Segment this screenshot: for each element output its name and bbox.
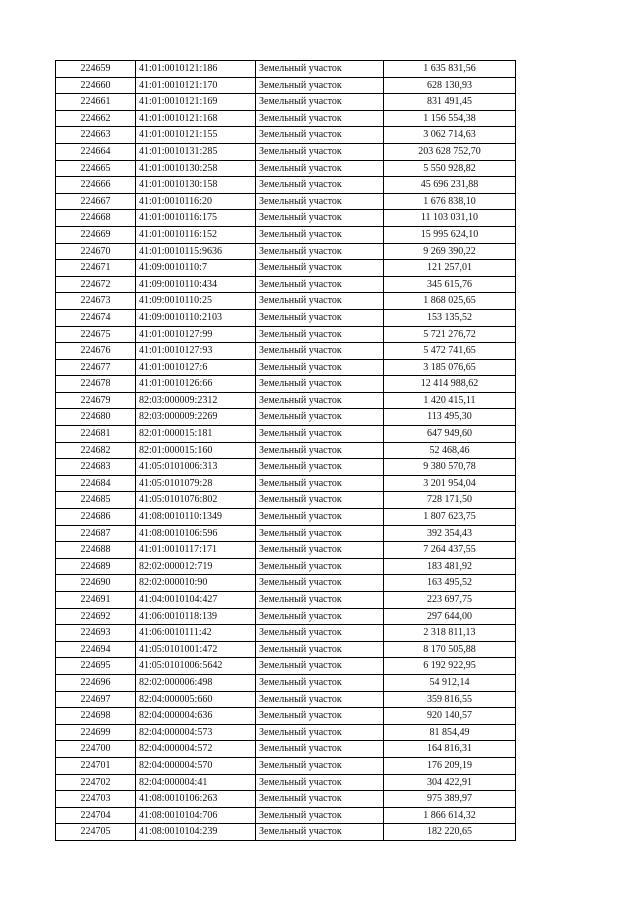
cadastral-value-cell: 1 807 623,75 xyxy=(384,509,516,526)
cadastral-number-cell: 41:01:0010121:186 xyxy=(136,61,256,78)
cadastral-number-cell: 82:04:000004:572 xyxy=(136,741,256,758)
cadastral-value-cell: 153 135,52 xyxy=(384,309,516,326)
cadastral-value-cell: 182 220,65 xyxy=(384,824,516,841)
table-row xyxy=(56,824,516,841)
cadastral-value-cell: 164 816,31 xyxy=(384,741,516,758)
row-number-cell: 224683 xyxy=(56,459,136,476)
table-row xyxy=(56,77,516,94)
cadastral-number-cell: 41:08:0010106:263 xyxy=(136,791,256,808)
table-row xyxy=(56,309,516,326)
cadastral-value-cell: 345 615,76 xyxy=(384,276,516,293)
table-row xyxy=(56,160,516,177)
cadastral-value-cell: 8 170 505,88 xyxy=(384,641,516,658)
cadastral-number-cell: 41:01:0010116:175 xyxy=(136,210,256,227)
row-number-cell: 224663 xyxy=(56,127,136,144)
table-row xyxy=(56,392,516,409)
cadastral-number-cell: 41:05:0101001:472 xyxy=(136,641,256,658)
row-number-cell: 224669 xyxy=(56,226,136,243)
table-row xyxy=(56,525,516,542)
table-row xyxy=(56,177,516,194)
cadastral-number-cell: 41:08:0010110:1349 xyxy=(136,509,256,526)
cadastral-number-cell: 41:05:0101079:28 xyxy=(136,475,256,492)
table-row xyxy=(56,791,516,808)
object-type-cell: Земельный участок xyxy=(256,94,384,111)
table-row xyxy=(56,475,516,492)
cadastral-value-cell: 1 866 614,32 xyxy=(384,807,516,824)
table-row xyxy=(56,807,516,824)
row-number-cell: 224689 xyxy=(56,558,136,575)
cadastral-value-cell: 6 192 922,95 xyxy=(384,658,516,675)
row-number-cell: 224674 xyxy=(56,309,136,326)
table-row xyxy=(56,575,516,592)
row-number-cell: 224675 xyxy=(56,326,136,343)
object-type-cell: Земельный участок xyxy=(256,592,384,609)
cadastral-number-cell: 41:01:0010121:170 xyxy=(136,77,256,94)
row-number-cell: 224681 xyxy=(56,426,136,443)
cadastral-number-cell: 41:09:0010110:7 xyxy=(136,260,256,277)
cadastral-number-cell: 41:09:0010110:25 xyxy=(136,293,256,310)
object-type-cell: Земельный участок xyxy=(256,542,384,559)
table-row xyxy=(56,243,516,260)
row-number-cell: 224690 xyxy=(56,575,136,592)
row-number-cell: 224695 xyxy=(56,658,136,675)
row-number-cell: 224659 xyxy=(56,61,136,78)
table-row xyxy=(56,193,516,210)
row-number-cell: 224662 xyxy=(56,110,136,127)
table-row xyxy=(56,492,516,509)
cadastral-value-table xyxy=(55,60,516,841)
cadastral-number-cell: 41:01:0010121:169 xyxy=(136,94,256,111)
cadastral-value-cell: 52 468,46 xyxy=(384,442,516,459)
object-type-cell: Земельный участок xyxy=(256,143,384,160)
cadastral-number-cell: 41:06:0010118:139 xyxy=(136,608,256,625)
object-type-cell: Земельный участок xyxy=(256,674,384,691)
row-number-cell: 224676 xyxy=(56,343,136,360)
table-row xyxy=(56,110,516,127)
object-type-cell: Земельный участок xyxy=(256,708,384,725)
cadastral-number-cell: 82:03:000009:2269 xyxy=(136,409,256,426)
cadastral-number-cell: 41:01:0010126:66 xyxy=(136,376,256,393)
cadastral-number-cell: 41:08:0010104:706 xyxy=(136,807,256,824)
cadastral-number-cell: 82:04:000005:660 xyxy=(136,691,256,708)
cadastral-value-cell: 113 495,30 xyxy=(384,409,516,426)
table-row xyxy=(56,127,516,144)
cadastral-number-cell: 82:01:000015:160 xyxy=(136,442,256,459)
object-type-cell: Земельный участок xyxy=(256,625,384,642)
cadastral-number-cell: 41:05:0101006:5642 xyxy=(136,658,256,675)
object-type-cell: Земельный участок xyxy=(256,608,384,625)
cadastral-value-cell: 647 949,60 xyxy=(384,426,516,443)
cadastral-value-cell: 163 495,52 xyxy=(384,575,516,592)
object-type-cell: Земельный участок xyxy=(256,442,384,459)
row-number-cell: 224693 xyxy=(56,625,136,642)
object-type-cell: Земельный участок xyxy=(256,110,384,127)
row-number-cell: 224665 xyxy=(56,160,136,177)
row-number-cell: 224677 xyxy=(56,359,136,376)
row-number-cell: 224692 xyxy=(56,608,136,625)
object-type-cell: Земельный участок xyxy=(256,475,384,492)
object-type-cell: Земельный участок xyxy=(256,741,384,758)
row-number-cell: 224670 xyxy=(56,243,136,260)
cadastral-number-cell: 41:01:0010121:155 xyxy=(136,127,256,144)
cadastral-value-cell: 15 995 624,10 xyxy=(384,226,516,243)
cadastral-number-cell: 82:02:000012:719 xyxy=(136,558,256,575)
table-row xyxy=(56,260,516,277)
cadastral-value-cell: 831 491,45 xyxy=(384,94,516,111)
cadastral-value-cell: 2 318 811,13 xyxy=(384,625,516,642)
row-number-cell: 224671 xyxy=(56,260,136,277)
row-number-cell: 224704 xyxy=(56,807,136,824)
table-row xyxy=(56,708,516,725)
object-type-cell: Земельный участок xyxy=(256,359,384,376)
cadastral-number-cell: 82:04:000004:570 xyxy=(136,757,256,774)
object-type-cell: Земельный участок xyxy=(256,774,384,791)
cadastral-value-cell: 203 628 752,70 xyxy=(384,143,516,160)
row-number-cell: 224687 xyxy=(56,525,136,542)
cadastral-value-cell: 11 103 031,10 xyxy=(384,210,516,227)
cadastral-value-cell: 81 854,49 xyxy=(384,724,516,741)
row-number-cell: 224686 xyxy=(56,509,136,526)
table-row xyxy=(56,558,516,575)
object-type-cell: Земельный участок xyxy=(256,160,384,177)
table-row xyxy=(56,61,516,78)
cadastral-number-cell: 41:01:0010117:171 xyxy=(136,542,256,559)
row-number-cell: 224688 xyxy=(56,542,136,559)
table-row xyxy=(56,293,516,310)
table-row xyxy=(56,376,516,393)
cadastral-number-cell: 41:01:0010115:9636 xyxy=(136,243,256,260)
table-row xyxy=(56,210,516,227)
table-row xyxy=(56,226,516,243)
object-type-cell: Земельный участок xyxy=(256,376,384,393)
table-row xyxy=(56,542,516,559)
table-row xyxy=(56,608,516,625)
cadastral-value-cell: 1 420 415,11 xyxy=(384,392,516,409)
row-number-cell: 224661 xyxy=(56,94,136,111)
object-type-cell: Земельный участок xyxy=(256,658,384,675)
cadastral-number-cell: 82:01:000015:181 xyxy=(136,426,256,443)
cadastral-value-cell: 9 380 570,78 xyxy=(384,459,516,476)
cadastral-value-cell: 392 354,43 xyxy=(384,525,516,542)
row-number-cell: 224699 xyxy=(56,724,136,741)
object-type-cell: Земельный участок xyxy=(256,791,384,808)
row-number-cell: 224679 xyxy=(56,392,136,409)
object-type-cell: Земельный участок xyxy=(256,641,384,658)
object-type-cell: Земельный участок xyxy=(256,326,384,343)
cadastral-number-cell: 41:01:0010127:93 xyxy=(136,343,256,360)
object-type-cell: Земельный участок xyxy=(256,260,384,277)
cadastral-value-cell: 920 140,57 xyxy=(384,708,516,725)
row-number-cell: 224684 xyxy=(56,475,136,492)
cadastral-value-cell: 628 130,93 xyxy=(384,77,516,94)
cadastral-number-cell: 41:05:0101006:313 xyxy=(136,459,256,476)
table-row xyxy=(56,674,516,691)
cadastral-number-cell: 41:01:0010116:20 xyxy=(136,193,256,210)
cadastral-value-cell: 176 209,19 xyxy=(384,757,516,774)
table-row xyxy=(56,641,516,658)
cadastral-value-cell: 359 816,55 xyxy=(384,691,516,708)
cadastral-value-cell: 223 697,75 xyxy=(384,592,516,609)
row-number-cell: 224701 xyxy=(56,757,136,774)
cadastral-number-cell: 41:04:0010104:427 xyxy=(136,592,256,609)
row-number-cell: 224667 xyxy=(56,193,136,210)
cadastral-number-cell: 41:01:0010130:258 xyxy=(136,160,256,177)
table-row xyxy=(56,625,516,642)
row-number-cell: 224697 xyxy=(56,691,136,708)
object-type-cell: Земельный участок xyxy=(256,757,384,774)
table-row xyxy=(56,94,516,111)
table-row xyxy=(56,741,516,758)
object-type-cell: Земельный участок xyxy=(256,575,384,592)
object-type-cell: Земельный участок xyxy=(256,226,384,243)
cadastral-number-cell: 82:04:000004:41 xyxy=(136,774,256,791)
row-number-cell: 224664 xyxy=(56,143,136,160)
cadastral-number-cell: 41:01:0010127:6 xyxy=(136,359,256,376)
object-type-cell: Земельный участок xyxy=(256,558,384,575)
cadastral-number-cell: 41:05:0101076:802 xyxy=(136,492,256,509)
row-number-cell: 224660 xyxy=(56,77,136,94)
table-row xyxy=(56,359,516,376)
row-number-cell: 224703 xyxy=(56,791,136,808)
table-row xyxy=(56,509,516,526)
object-type-cell: Земельный участок xyxy=(256,276,384,293)
cadastral-value-cell: 5 550 928,82 xyxy=(384,160,516,177)
cadastral-value-cell: 1 635 831,56 xyxy=(384,61,516,78)
cadastral-number-cell: 82:04:000004:636 xyxy=(136,708,256,725)
cadastral-value-cell: 5 721 276,72 xyxy=(384,326,516,343)
cadastral-value-cell: 297 644,00 xyxy=(384,608,516,625)
row-number-cell: 224694 xyxy=(56,641,136,658)
object-type-cell: Земельный участок xyxy=(256,210,384,227)
cadastral-number-cell: 82:02:000010:90 xyxy=(136,575,256,592)
cadastral-value-cell: 1 156 554,38 xyxy=(384,110,516,127)
row-number-cell: 224700 xyxy=(56,741,136,758)
cadastral-number-cell: 41:08:0010106:596 xyxy=(136,525,256,542)
table-row xyxy=(56,442,516,459)
table-row xyxy=(56,459,516,476)
cadastral-number-cell: 41:08:0010104:239 xyxy=(136,824,256,841)
cadastral-value-cell: 45 696 231,88 xyxy=(384,177,516,194)
cadastral-number-cell: 82:04:000004:573 xyxy=(136,724,256,741)
row-number-cell: 224682 xyxy=(56,442,136,459)
object-type-cell: Земельный участок xyxy=(256,343,384,360)
object-type-cell: Земельный участок xyxy=(256,824,384,841)
row-number-cell: 224680 xyxy=(56,409,136,426)
cadastral-value-cell: 54 912,14 xyxy=(384,674,516,691)
cadastral-number-cell: 82:02:000006:498 xyxy=(136,674,256,691)
table-body xyxy=(56,61,516,841)
table-row xyxy=(56,724,516,741)
cadastral-value-cell: 975 389,97 xyxy=(384,791,516,808)
table-row xyxy=(56,409,516,426)
cadastral-value-cell: 12 414 988,62 xyxy=(384,376,516,393)
table-row xyxy=(56,774,516,791)
table-row xyxy=(56,426,516,443)
cadastral-value-cell: 121 257,01 xyxy=(384,260,516,277)
row-number-cell: 224672 xyxy=(56,276,136,293)
row-number-cell: 224666 xyxy=(56,177,136,194)
table-row xyxy=(56,658,516,675)
row-number-cell: 224696 xyxy=(56,674,136,691)
object-type-cell: Земельный участок xyxy=(256,293,384,310)
object-type-cell: Земельный участок xyxy=(256,193,384,210)
object-type-cell: Земельный участок xyxy=(256,459,384,476)
cadastral-value-cell: 304 422,91 xyxy=(384,774,516,791)
cadastral-value-cell: 7 264 437,55 xyxy=(384,542,516,559)
row-number-cell: 224678 xyxy=(56,376,136,393)
cadastral-number-cell: 41:06:0010111:42 xyxy=(136,625,256,642)
cadastral-number-cell: 41:09:0010110:2103 xyxy=(136,309,256,326)
cadastral-value-cell: 183 481,92 xyxy=(384,558,516,575)
table-row xyxy=(56,592,516,609)
cadastral-value-cell: 9 269 390,22 xyxy=(384,243,516,260)
row-number-cell: 224702 xyxy=(56,774,136,791)
row-number-cell: 224705 xyxy=(56,824,136,841)
object-type-cell: Земельный участок xyxy=(256,127,384,144)
object-type-cell: Земельный участок xyxy=(256,509,384,526)
object-type-cell: Земельный участок xyxy=(256,392,384,409)
table-row xyxy=(56,276,516,293)
row-number-cell: 224668 xyxy=(56,210,136,227)
cadastral-number-cell: 41:01:0010127:99 xyxy=(136,326,256,343)
table-row xyxy=(56,691,516,708)
object-type-cell: Земельный участок xyxy=(256,309,384,326)
row-number-cell: 224685 xyxy=(56,492,136,509)
table-row xyxy=(56,757,516,774)
row-number-cell: 224691 xyxy=(56,592,136,609)
object-type-cell: Земельный участок xyxy=(256,243,384,260)
row-number-cell: 224698 xyxy=(56,708,136,725)
cadastral-value-cell: 3 201 954,04 xyxy=(384,475,516,492)
object-type-cell: Земельный участок xyxy=(256,426,384,443)
cadastral-value-cell: 728 171,50 xyxy=(384,492,516,509)
cadastral-number-cell: 41:01:0010121:168 xyxy=(136,110,256,127)
object-type-cell: Земельный участок xyxy=(256,807,384,824)
object-type-cell: Земельный участок xyxy=(256,724,384,741)
cadastral-value-cell: 3 185 076,65 xyxy=(384,359,516,376)
cadastral-number-cell: 41:09:0010110:434 xyxy=(136,276,256,293)
cadastral-value-cell: 3 062 714,63 xyxy=(384,127,516,144)
table-row xyxy=(56,326,516,343)
cadastral-number-cell: 41:01:0010116:152 xyxy=(136,226,256,243)
table-row xyxy=(56,343,516,360)
cadastral-number-cell: 41:01:0010130:158 xyxy=(136,177,256,194)
cadastral-number-cell: 41:01:0010131:285 xyxy=(136,143,256,160)
object-type-cell: Земельный участок xyxy=(256,77,384,94)
cadastral-value-cell: 1 676 838,10 xyxy=(384,193,516,210)
object-type-cell: Земельный участок xyxy=(256,409,384,426)
table-row xyxy=(56,143,516,160)
object-type-cell: Земельный участок xyxy=(256,177,384,194)
object-type-cell: Земельный участок xyxy=(256,492,384,509)
cadastral-value-cell: 5 472 741,65 xyxy=(384,343,516,360)
cadastral-value-cell: 1 868 025,65 xyxy=(384,293,516,310)
object-type-cell: Земельный участок xyxy=(256,525,384,542)
row-number-cell: 224673 xyxy=(56,293,136,310)
object-type-cell: Земельный участок xyxy=(256,691,384,708)
cadastral-number-cell: 82:03:000009:2312 xyxy=(136,392,256,409)
object-type-cell: Земельный участок xyxy=(256,61,384,78)
